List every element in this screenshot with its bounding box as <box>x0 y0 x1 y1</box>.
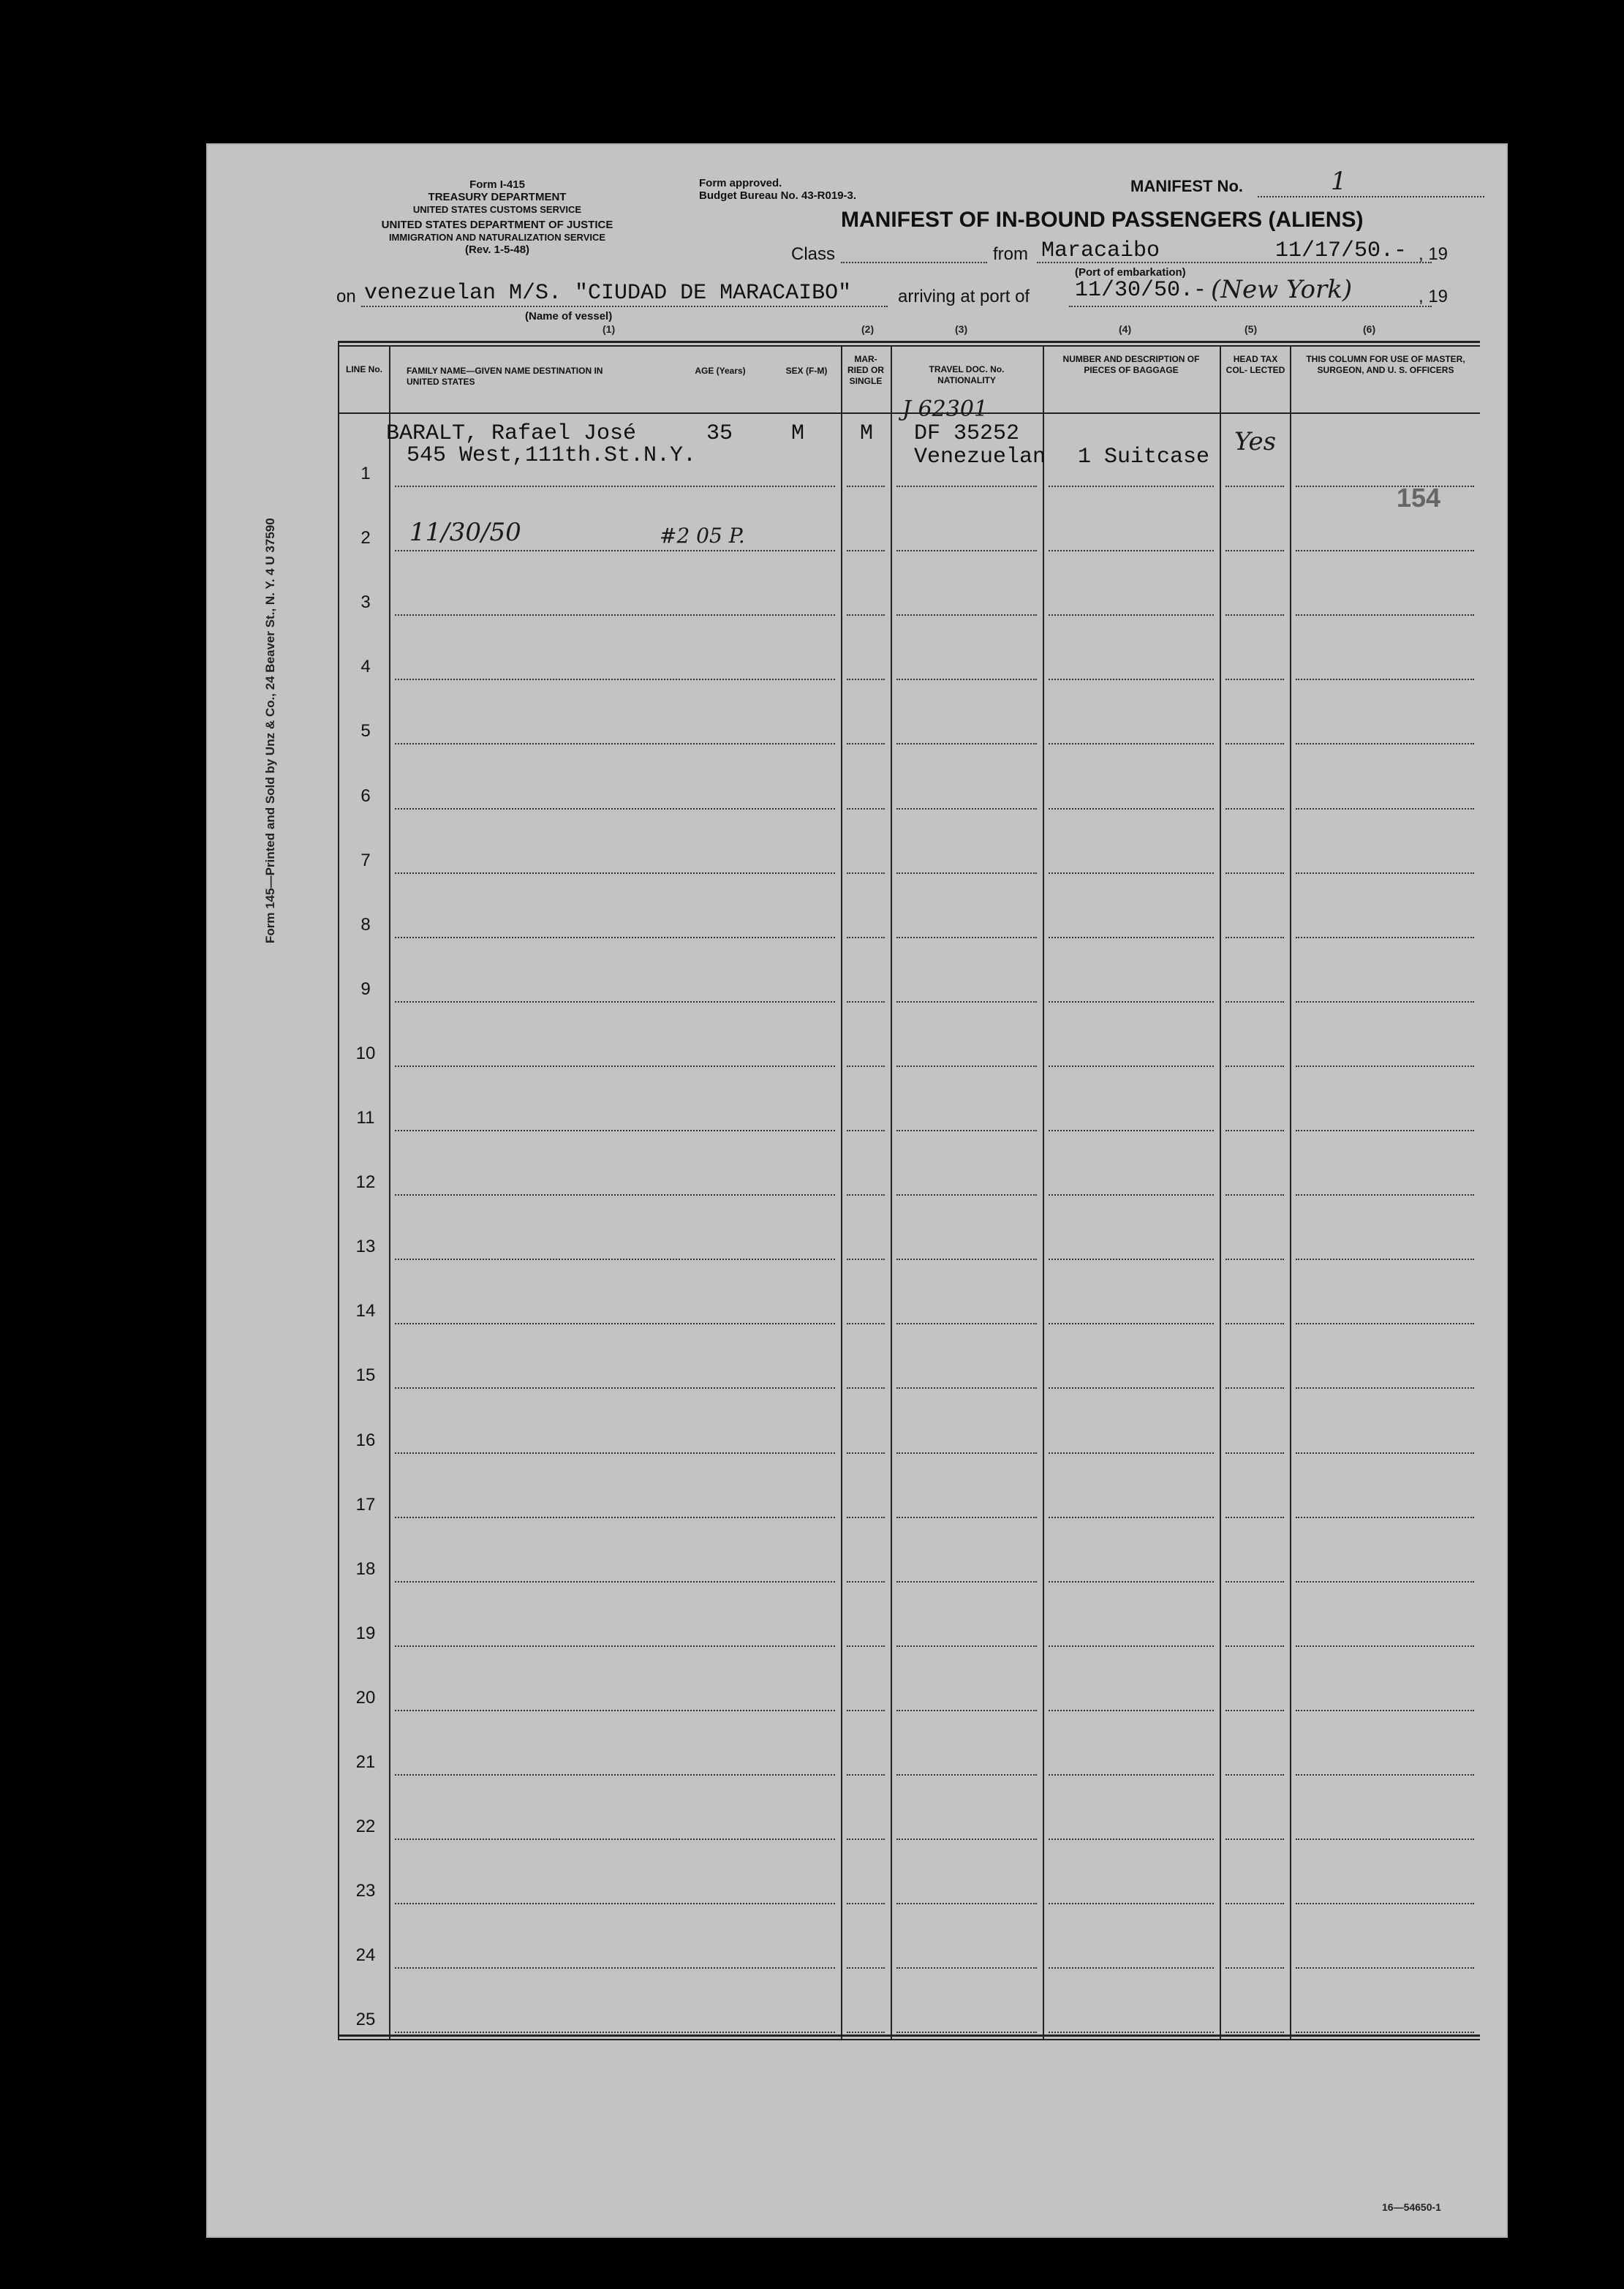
row-dotted-line <box>1225 1774 1284 1776</box>
row-number: 7 <box>360 851 371 870</box>
row-dotted-line <box>1296 1839 1474 1840</box>
row-number: 6 <box>360 786 371 806</box>
row-dotted-line <box>896 808 1037 810</box>
row-dotted-line <box>395 1710 835 1711</box>
row-dotted-line <box>1049 1839 1214 1840</box>
row-number: 20 <box>355 1688 376 1708</box>
row-number: 9 <box>360 979 371 999</box>
row-number: 16 <box>355 1430 376 1450</box>
arrival-date: 11/30/50.- <box>1075 278 1207 303</box>
header-head-tax: HEAD TAX COL- LECTED <box>1225 354 1285 375</box>
row-dotted-line <box>1296 1194 1474 1196</box>
row-dotted-line <box>1049 1903 1214 1904</box>
row-dotted-line <box>1049 1194 1214 1196</box>
row-dotted-line <box>1296 486 1474 487</box>
year-label-2: , 19 <box>1419 287 1449 306</box>
row-number: 8 <box>360 915 371 935</box>
row-dotted-line <box>1296 1710 1474 1711</box>
row-number: 12 <box>355 1172 376 1192</box>
row-dotted-line <box>395 1130 835 1131</box>
form-approved: Form approved. <box>699 177 782 189</box>
row-dotted-line <box>395 743 835 744</box>
row-dotted-line <box>896 2032 1037 2033</box>
row-dotted-line <box>1296 2032 1474 2033</box>
row-dotted-line <box>395 1903 835 1904</box>
row-dotted-line <box>1049 808 1214 810</box>
form-revision: (Rev. 1-5-48) <box>464 244 530 256</box>
row-dotted-line <box>847 1452 885 1454</box>
row-dotted-line <box>1049 1967 1214 1969</box>
row-dotted-line <box>1049 1001 1214 1003</box>
passenger-destination: 545 West,111th.St.N.Y. <box>407 443 697 468</box>
header-officers: THIS COLUMN FOR USE OF MASTER, SURGEON, AND U. S. OFFICERS <box>1306 354 1465 375</box>
row-number: 17 <box>355 1495 376 1515</box>
on-label: on <box>336 287 356 306</box>
row-dotted-line <box>1049 1066 1214 1067</box>
row-dotted-line <box>1225 679 1284 680</box>
table-bottom-border-inner <box>338 2039 1480 2040</box>
row-dotted-line <box>1225 1967 1284 1969</box>
row-dotted-line <box>1049 743 1214 744</box>
row-dotted-line <box>847 1194 885 1196</box>
passenger-nationality: Venezuelan <box>914 445 1046 470</box>
arriving-label: arriving at port of <box>898 287 1030 306</box>
row-dotted-line <box>1049 872 1214 874</box>
row-dotted-line <box>395 1645 835 1647</box>
row-dotted-line <box>395 1001 835 1003</box>
row-dotted-line <box>1225 1001 1284 1003</box>
row-dotted-line <box>1225 1387 1284 1389</box>
row-dotted-line <box>896 1194 1037 1196</box>
col-divider <box>1290 345 1291 2039</box>
row-dotted-line <box>847 1323 885 1324</box>
row-dotted-line <box>896 679 1037 680</box>
header-line-no: LINE No. <box>346 364 382 374</box>
row-dotted-line <box>847 743 885 744</box>
row-number: 4 <box>360 657 371 676</box>
column-number: (5) <box>1245 323 1258 335</box>
row-dotted-line <box>847 1130 885 1131</box>
row-number: 10 <box>355 1044 376 1063</box>
vessel-name: venezuelan M/S. "CIUDAD DE MARACAIBO" <box>364 281 852 306</box>
row-dotted-line <box>847 1581 885 1583</box>
row-dotted-line <box>1225 1710 1284 1711</box>
row-dotted-line <box>1296 1001 1474 1003</box>
table-top-border <box>338 341 1480 343</box>
row-dotted-line <box>896 1130 1037 1131</box>
row-dotted-line <box>1225 2032 1284 2033</box>
passenger-married: M <box>860 421 874 446</box>
approval-block <box>699 177 856 202</box>
header-name-destination: FAMILY NAME—GIVEN NAME DESTINATION IN UNITED STATES <box>407 366 603 387</box>
travel-doc-number: DF 35252 <box>914 421 1020 446</box>
row-dotted-line <box>1049 1581 1214 1583</box>
row-dotted-line <box>1296 1967 1474 1969</box>
row-number: 14 <box>355 1301 376 1321</box>
row-dotted-line <box>896 1517 1037 1518</box>
row-dotted-line <box>896 614 1037 616</box>
page-stamp-number: 154 <box>1397 483 1441 513</box>
row-dotted-line <box>847 1517 885 1518</box>
row-dotted-line <box>1225 1517 1284 1518</box>
row-dotted-line <box>896 1645 1037 1647</box>
manifest-number: 1 <box>1331 167 1347 196</box>
header-sex: SEX (F-M) <box>785 366 828 376</box>
form-header-left <box>329 178 665 256</box>
row-number: 2 <box>360 528 371 548</box>
row-dotted-line <box>1225 1130 1284 1131</box>
arrival-port: (New York) <box>1211 275 1353 304</box>
row-dotted-line <box>847 679 885 680</box>
row-dotted-line <box>1225 486 1284 487</box>
table-bottom-border <box>338 2035 1480 2037</box>
row-dotted-line <box>1225 614 1284 616</box>
form-id: Form I-415 <box>469 178 525 191</box>
row-dotted-line <box>395 550 835 551</box>
class-label: Class <box>791 244 836 264</box>
row-dotted-line <box>395 2032 835 2033</box>
col-divider <box>891 345 892 2039</box>
row-number: 1 <box>360 464 371 483</box>
row-dotted-line <box>896 1903 1037 1904</box>
immigration-service: IMMIGRATION AND NATURALIZATION SERVICE <box>388 232 606 243</box>
row-dotted-line <box>847 1259 885 1260</box>
row-dotted-line <box>1225 1066 1284 1067</box>
row-dotted-line <box>395 1066 835 1067</box>
row-dotted-line <box>395 679 835 680</box>
row-dotted-line <box>1049 1710 1214 1711</box>
row-number: 18 <box>355 1559 376 1579</box>
row-dotted-line <box>395 872 835 874</box>
passenger-age: 35 <box>706 421 733 446</box>
column-number: (2) <box>861 323 875 335</box>
row-dotted-line <box>847 486 885 487</box>
row-dotted-line <box>1225 1645 1284 1647</box>
row-dotted-line <box>847 1839 885 1840</box>
header-age: AGE (Years) <box>695 366 746 376</box>
row-dotted-line <box>896 1581 1037 1583</box>
row-dotted-line <box>1049 1517 1214 1518</box>
budget-bureau: Budget Bureau No. 43-R019-3. <box>699 189 857 202</box>
row-dotted-line <box>896 486 1037 487</box>
row-dotted-line <box>1225 743 1284 744</box>
column-number: (6) <box>1363 323 1376 335</box>
row-dotted-line <box>847 550 885 551</box>
from-label: from <box>993 244 1028 264</box>
manifest-number-line <box>1258 196 1484 197</box>
row-dotted-line <box>896 937 1037 938</box>
row2-handwritten-note: #2 05 P. <box>660 524 745 548</box>
vessel-line <box>361 306 888 307</box>
row-dotted-line <box>1296 1903 1474 1904</box>
row-dotted-line <box>896 743 1037 744</box>
col-divider <box>1043 345 1044 2039</box>
row-dotted-line <box>896 1967 1037 1969</box>
arrival-line <box>1069 306 1432 307</box>
row-dotted-line <box>896 1452 1037 1454</box>
row-dotted-line <box>395 1581 835 1583</box>
port-of-embarkation-note: (Port of embarkation) <box>1075 266 1186 279</box>
row-dotted-line <box>1296 1452 1474 1454</box>
row-dotted-line <box>1225 808 1284 810</box>
row-dotted-line <box>395 937 835 938</box>
dept-treasury: TREASURY DEPARTMENT <box>428 191 567 203</box>
row-dotted-line <box>1049 1130 1214 1131</box>
row-dotted-line <box>1296 1259 1474 1260</box>
col-divider <box>389 345 390 2039</box>
row-dotted-line <box>1296 808 1474 810</box>
class-line <box>841 262 987 263</box>
row-number: 25 <box>355 2010 376 2029</box>
row-dotted-line <box>896 1323 1037 1324</box>
passenger-baggage: 1 Suitcase <box>1078 445 1210 470</box>
row-dotted-line <box>395 1967 835 1969</box>
year-label: , 19 <box>1419 244 1449 264</box>
row-dotted-line <box>1296 1323 1474 1324</box>
row-dotted-line <box>1296 1645 1474 1647</box>
dept-justice: UNITED STATES DEPARTMENT OF JUSTICE <box>381 219 613 231</box>
row-dotted-line <box>896 1001 1037 1003</box>
row-dotted-line <box>395 1517 835 1518</box>
row-dotted-line <box>395 1323 835 1324</box>
row-dotted-line <box>847 1774 885 1776</box>
manifest-number-label: MANIFEST No. <box>1130 177 1243 195</box>
row-dotted-line <box>1225 1903 1284 1904</box>
column-number: (4) <box>1119 323 1132 335</box>
col-divider <box>338 341 339 2040</box>
row-dotted-line <box>847 1066 885 1067</box>
row-dotted-line <box>1049 1259 1214 1260</box>
head-tax-collected: Yes <box>1234 427 1277 456</box>
travel-doc-handwritten: J 62301 <box>902 396 988 422</box>
row-dotted-line <box>847 614 885 616</box>
row-dotted-line <box>1225 1839 1284 1840</box>
embarkation-date: 11/17/50.- <box>1275 238 1408 263</box>
row-dotted-line <box>395 1194 835 1196</box>
row-dotted-line <box>847 1967 885 1969</box>
row-dotted-line <box>1296 1517 1474 1518</box>
row-number: 11 <box>356 1108 375 1128</box>
row-dotted-line <box>1225 550 1284 551</box>
row-dotted-line <box>896 1710 1037 1711</box>
row-dotted-line <box>896 1387 1037 1389</box>
row-dotted-line <box>847 1387 885 1389</box>
passenger-name: BARALT, Rafael José <box>386 421 637 446</box>
row-dotted-line <box>847 2032 885 2033</box>
row-dotted-line <box>1049 679 1214 680</box>
row-number: 23 <box>355 1881 376 1901</box>
row-dotted-line <box>847 872 885 874</box>
row-dotted-line <box>1296 872 1474 874</box>
row-dotted-line <box>1225 1194 1284 1196</box>
row-dotted-line <box>1296 550 1474 551</box>
row-dotted-line <box>1049 937 1214 938</box>
row2-handwritten-date: 11/30/50 <box>409 518 521 547</box>
row-dotted-line <box>1296 1774 1474 1776</box>
row-dotted-line <box>1049 2032 1214 2033</box>
row-dotted-line <box>1225 1323 1284 1324</box>
row-dotted-line <box>1225 937 1284 938</box>
col-divider <box>841 345 842 2039</box>
port-of-embarkation: Maracaibo <box>1041 238 1160 263</box>
row-dotted-line <box>1049 1387 1214 1389</box>
row-dotted-line <box>1296 1581 1474 1583</box>
row-number: 24 <box>355 1945 376 1965</box>
row-dotted-line <box>1225 1259 1284 1260</box>
row-dotted-line <box>896 1066 1037 1067</box>
row-dotted-line <box>395 1259 835 1260</box>
row-dotted-line <box>395 1774 835 1776</box>
row-dotted-line <box>1296 743 1474 744</box>
column-number: (3) <box>955 323 968 335</box>
row-dotted-line <box>395 1452 835 1454</box>
row-dotted-line <box>395 1839 835 1840</box>
row-dotted-line <box>1049 1645 1214 1647</box>
row-dotted-line <box>847 808 885 810</box>
row-number: 3 <box>360 592 371 612</box>
row-dotted-line <box>1296 1066 1474 1067</box>
row-dotted-line <box>847 1710 885 1711</box>
row-dotted-line <box>395 1387 835 1389</box>
row-dotted-line <box>1296 679 1474 680</box>
row-dotted-line <box>1225 1581 1284 1583</box>
form-print-number: 16—54650-1 <box>1382 2201 1441 2213</box>
manifest-title: MANIFEST OF IN-BOUND PASSENGERS (ALIENS) <box>841 208 1364 232</box>
row-dotted-line <box>896 1839 1037 1840</box>
printer-imprint: Form 145—Printed and Sold by Unz & Co., 24 Beaver St., N. Y. 4 U 37590 <box>263 518 277 943</box>
row-number: 21 <box>355 1752 376 1772</box>
row-dotted-line <box>847 1001 885 1003</box>
row-dotted-line <box>1225 872 1284 874</box>
col-divider <box>1220 345 1221 2039</box>
row-dotted-line <box>1296 614 1474 616</box>
row-dotted-line <box>1049 614 1214 616</box>
row-dotted-line <box>1296 1130 1474 1131</box>
row-number: 13 <box>355 1237 376 1256</box>
customs-service: UNITED STATES CUSTOMS SERVICE <box>412 204 582 215</box>
row-dotted-line <box>896 1774 1037 1776</box>
row-dotted-line <box>896 1259 1037 1260</box>
vessel-note: (Name of vessel) <box>525 310 613 323</box>
passenger-sex: M <box>791 421 805 446</box>
header-travel-doc: TRAVEL DOC. No. NATIONALITY <box>929 364 1005 385</box>
row-dotted-line <box>1049 1323 1214 1324</box>
row-number: 19 <box>355 1624 376 1643</box>
row-number: 22 <box>355 1817 376 1836</box>
row-dotted-line <box>847 1903 885 1904</box>
header-baggage: NUMBER AND DESCRIPTION OF PIECES OF BAGGAGE <box>1062 354 1200 375</box>
row-dotted-line <box>896 550 1037 551</box>
table-top-border-inner <box>338 345 1480 347</box>
row-dotted-line <box>847 937 885 938</box>
row-dotted-line <box>395 614 835 616</box>
row-dotted-line <box>896 872 1037 874</box>
row-dotted-line <box>1049 1452 1214 1454</box>
row-dotted-line <box>1049 1774 1214 1776</box>
row-dotted-line <box>1049 486 1214 487</box>
manifest-sheet <box>206 143 1508 2238</box>
row-dotted-line <box>1296 1387 1474 1389</box>
row-dotted-line <box>395 486 835 487</box>
row-number: 5 <box>360 721 371 741</box>
header-married: MAR- RIED OR SINGLE <box>847 354 884 386</box>
row-dotted-line <box>1225 1452 1284 1454</box>
column-number: (1) <box>603 323 616 335</box>
row-number: 15 <box>355 1365 376 1385</box>
row-dotted-line <box>395 808 835 810</box>
row-dotted-line <box>1049 550 1214 551</box>
row-dotted-line <box>1296 937 1474 938</box>
row-dotted-line <box>847 1645 885 1647</box>
